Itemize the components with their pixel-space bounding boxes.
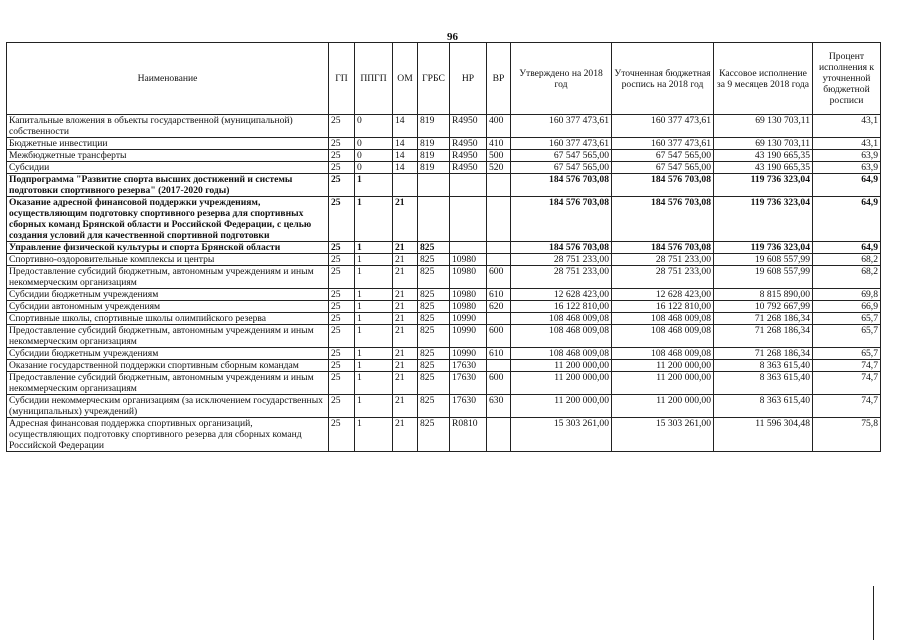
cell-name: Оказание адресной финансовой поддержки учреждениям, осуществляющим подготовку спортивного резерва для спортивных сборных команд Брянской области и Российской Федерации, с целью создания условий для качественной спортивной подготовки [7,197,329,242]
cell-name: Субсидии некоммерческим организациям (за исключением государственных (муниципальных) учреждений) [7,395,329,418]
cell-cash: 71 268 186,34 [714,313,813,325]
cell-percent: 74,7 [813,395,881,418]
cell-percent: 43,1 [813,115,881,138]
cell-gp: 25 [329,360,355,372]
cell-vr: 520 [487,162,511,174]
cell-vr: 610 [487,348,511,360]
cell-cash: 8 363 615,40 [714,360,813,372]
cell-ppgp: 1 [355,372,393,395]
table-row [7,138,881,150]
cell-vr: 620 [487,301,511,313]
header-name: Наименование [7,43,329,115]
cell-vr [487,313,511,325]
cell-om: 21 [393,418,418,452]
cell-cash: 11 596 304,48 [714,418,813,452]
cell-gp: 25 [329,395,355,418]
cell-grbs: 825 [418,325,450,348]
cell-om: 21 [393,289,418,301]
cell-percent: 63,9 [813,162,881,174]
cell-vr: 610 [487,289,511,301]
cell-np: R4950 [450,162,487,174]
cell-np: 17630 [450,372,487,395]
cell-vr [487,197,511,242]
cell-cash: 71 268 186,34 [714,325,813,348]
cell-name: Субсидии бюджетным учреждениям [7,289,329,301]
cell-percent: 63,9 [813,150,881,162]
cell-percent: 68,2 [813,266,881,289]
cell-refined: 12 628 423,00 [612,289,714,301]
header-om: ОМ [393,43,418,115]
cell-approved: 15 303 261,00 [511,418,612,452]
cell-om: 21 [393,313,418,325]
cell-refined: 184 576 703,08 [612,242,714,254]
cell-np: 10980 [450,266,487,289]
page-number: 96 [447,31,458,43]
cell-cash: 19 608 557,99 [714,266,813,289]
cell-ppgp: 1 [355,242,393,254]
cell-percent: 74,7 [813,360,881,372]
cell-cash: 69 130 703,11 [714,138,813,150]
cell-grbs: 825 [418,372,450,395]
cell-grbs: 825 [418,301,450,313]
cell-om: 14 [393,162,418,174]
cell-np [450,174,487,197]
cell-vr [487,174,511,197]
cell-vr [487,360,511,372]
header-approved: Утверждено на 2018 год [511,43,612,115]
cell-ppgp: 1 [355,174,393,197]
cell-name: Субсидии автономным учреждениям [7,301,329,313]
cell-om: 21 [393,197,418,242]
cell-vr: 500 [487,150,511,162]
header-refined: Уточненная бюджетная роспись на 2018 год [612,43,714,115]
cell-om [393,174,418,197]
cell-grbs: 825 [418,266,450,289]
cell-ppgp: 0 [355,162,393,174]
cell-percent: 43,1 [813,138,881,150]
cell-cash: 119 736 323,04 [714,174,813,197]
cell-grbs: 825 [418,348,450,360]
cell-percent: 64,9 [813,197,881,242]
cell-cash: 119 736 323,04 [714,242,813,254]
cell-refined: 67 547 565,00 [612,150,714,162]
cell-approved: 108 468 009,08 [511,313,612,325]
cell-np: 10980 [450,301,487,313]
table-row [7,348,881,360]
cell-percent: 64,9 [813,242,881,254]
table-row [7,254,881,266]
table-row [7,325,881,348]
cell-gp: 25 [329,266,355,289]
header-percent: Процент исполнения к уточненной бюджетной росписи [813,43,881,115]
cell-refined: 67 547 565,00 [612,162,714,174]
cell-np: 10980 [450,289,487,301]
cell-ppgp: 1 [355,418,393,452]
cell-approved: 160 377 473,61 [511,138,612,150]
cell-vr [487,242,511,254]
cell-approved: 11 200 000,00 [511,360,612,372]
cell-name: Субсидии бюджетным учреждениям [7,348,329,360]
cell-gp: 25 [329,138,355,150]
cell-name: Спортивные школы, спортивные школы олимпийского резерва [7,313,329,325]
cell-gp: 25 [329,150,355,162]
table-row [7,360,881,372]
cell-refined: 11 200 000,00 [612,360,714,372]
cell-approved: 184 576 703,08 [511,174,612,197]
cell-percent: 65,7 [813,348,881,360]
cell-vr [487,418,511,452]
cell-ppgp: 1 [355,348,393,360]
table-continuation-line [873,586,874,640]
cell-name: Спортивно-оздоровительные комплексы и центры [7,254,329,266]
cell-np: R4950 [450,138,487,150]
cell-gp: 25 [329,325,355,348]
cell-np: 10990 [450,325,487,348]
cell-cash: 8 363 615,40 [714,395,813,418]
cell-ppgp: 0 [355,115,393,138]
cell-np: 10990 [450,348,487,360]
cell-ppgp: 1 [355,266,393,289]
cell-vr: 600 [487,372,511,395]
cell-percent: 75,8 [813,418,881,452]
cell-refined: 11 200 000,00 [612,372,714,395]
table-row [7,174,881,197]
cell-om: 21 [393,254,418,266]
cell-np: R4950 [450,115,487,138]
cell-ppgp: 1 [355,360,393,372]
header-grbs: ГРБС [418,43,450,115]
cell-percent: 65,7 [813,325,881,348]
cell-grbs: 825 [418,418,450,452]
cell-om: 21 [393,372,418,395]
cell-om: 21 [393,325,418,348]
cell-grbs: 819 [418,115,450,138]
cell-name: Предоставление субсидий бюджетным, автономным учреждениям и иным некоммерческим организациям [7,266,329,289]
cell-approved: 108 468 009,08 [511,348,612,360]
table-row [7,266,881,289]
cell-refined: 184 576 703,08 [612,197,714,242]
cell-approved: 28 751 233,00 [511,266,612,289]
cell-cash: 8 815 890,00 [714,289,813,301]
cell-gp: 25 [329,289,355,301]
header-gp: ГП [329,43,355,115]
cell-refined: 28 751 233,00 [612,254,714,266]
cell-vr: 600 [487,325,511,348]
cell-approved: 16 122 810,00 [511,301,612,313]
cell-refined: 160 377 473,61 [612,115,714,138]
cell-gp: 25 [329,313,355,325]
table-row [7,372,881,395]
cell-ppgp: 0 [355,150,393,162]
cell-ppgp: 1 [355,301,393,313]
cell-percent: 68,2 [813,254,881,266]
cell-grbs: 825 [418,254,450,266]
table-body [7,115,881,452]
cell-np: R0810 [450,418,487,452]
cell-om: 14 [393,138,418,150]
cell-grbs [418,174,450,197]
table-row [7,301,881,313]
cell-refined: 16 122 810,00 [612,301,714,313]
cell-approved: 28 751 233,00 [511,254,612,266]
cell-name: Адресная финансовая поддержка спортивных организаций, осуществляющих подготовку спортивного резерва для сборных команд Российской Федерации [7,418,329,452]
cell-grbs: 825 [418,395,450,418]
cell-cash: 71 268 186,34 [714,348,813,360]
cell-percent: 66,9 [813,301,881,313]
cell-gp: 25 [329,174,355,197]
cell-percent: 74,7 [813,372,881,395]
budget-execution-table [6,42,881,452]
cell-om: 14 [393,150,418,162]
cell-vr: 630 [487,395,511,418]
cell-np [450,242,487,254]
cell-refined: 108 468 009,08 [612,348,714,360]
cell-approved: 67 547 565,00 [511,150,612,162]
cell-name: Субсидии [7,162,329,174]
cell-om: 21 [393,348,418,360]
cell-approved: 184 576 703,08 [511,242,612,254]
cell-approved: 67 547 565,00 [511,162,612,174]
cell-cash: 43 190 665,35 [714,150,813,162]
table-row [7,289,881,301]
cell-ppgp: 0 [355,138,393,150]
cell-approved: 11 200 000,00 [511,395,612,418]
cell-cash: 43 190 665,35 [714,162,813,174]
cell-name: Межбюджетные трансферты [7,150,329,162]
cell-name: Предоставление субсидий бюджетным, автономным учреждениям и иным некоммерческим организациям [7,325,329,348]
cell-vr: 600 [487,266,511,289]
cell-refined: 11 200 000,00 [612,395,714,418]
cell-grbs: 825 [418,242,450,254]
cell-vr: 400 [487,115,511,138]
table-row [7,162,881,174]
cell-approved: 160 377 473,61 [511,115,612,138]
cell-refined: 184 576 703,08 [612,174,714,197]
cell-grbs: 825 [418,289,450,301]
cell-grbs [418,197,450,242]
cell-cash: 119 736 323,04 [714,197,813,242]
cell-percent: 69,8 [813,289,881,301]
cell-percent: 64,9 [813,174,881,197]
cell-refined: 108 468 009,08 [612,325,714,348]
table-row [7,242,881,254]
cell-refined: 160 377 473,61 [612,138,714,150]
table-row [7,418,881,452]
table-row [7,115,881,138]
cell-np: R4950 [450,150,487,162]
cell-np: 10990 [450,313,487,325]
cell-gp: 25 [329,162,355,174]
cell-ppgp: 1 [355,325,393,348]
cell-np [450,197,487,242]
table-header-row [7,43,881,115]
cell-np: 17630 [450,360,487,372]
cell-approved: 11 200 000,00 [511,372,612,395]
cell-om: 21 [393,266,418,289]
cell-ppgp: 1 [355,289,393,301]
cell-name: Капитальные вложения в объекты государственной (муниципальной) собственности [7,115,329,138]
cell-ppgp: 1 [355,313,393,325]
cell-np: 17630 [450,395,487,418]
cell-grbs: 825 [418,360,450,372]
cell-ppgp: 1 [355,395,393,418]
cell-gp: 25 [329,242,355,254]
cell-approved: 184 576 703,08 [511,197,612,242]
cell-name: Бюджетные инвестиции [7,138,329,150]
cell-ppgp: 1 [355,254,393,266]
cell-refined: 15 303 261,00 [612,418,714,452]
cell-name: Управление физической культуры и спорта Брянской области [7,242,329,254]
cell-grbs: 819 [418,150,450,162]
cell-om: 21 [393,395,418,418]
cell-percent: 65,7 [813,313,881,325]
cell-vr [487,254,511,266]
cell-cash: 10 792 667,99 [714,301,813,313]
cell-gp: 25 [329,301,355,313]
cell-grbs: 819 [418,138,450,150]
cell-om: 14 [393,115,418,138]
table-row [7,197,881,242]
cell-approved: 108 468 009,08 [511,325,612,348]
table-row [7,150,881,162]
header-vr: ВР [487,43,511,115]
table-row [7,313,881,325]
table-row [7,395,881,418]
cell-name: Предоставление субсидий бюджетным, автономным учреждениям и иным некоммерческим организациям [7,372,329,395]
cell-gp: 25 [329,372,355,395]
cell-ppgp: 1 [355,197,393,242]
cell-np: 10980 [450,254,487,266]
cell-gp: 25 [329,254,355,266]
cell-cash: 69 130 703,11 [714,115,813,138]
cell-grbs: 825 [418,313,450,325]
cell-cash: 8 363 615,40 [714,372,813,395]
cell-gp: 25 [329,348,355,360]
cell-om: 21 [393,360,418,372]
cell-vr: 410 [487,138,511,150]
cell-grbs: 819 [418,162,450,174]
cell-refined: 108 468 009,08 [612,313,714,325]
cell-name: Оказание государственной поддержки спортивным сборным командам [7,360,329,372]
cell-refined: 28 751 233,00 [612,266,714,289]
header-np: НР [450,43,487,115]
cell-gp: 25 [329,115,355,138]
cell-gp: 25 [329,418,355,452]
cell-name: Подпрограмма "Развитие спорта высших достижений и системы подготовки спортивного резерва" (2017-2020 годы) [7,174,329,197]
header-cash: Кассовое исполнение за 9 месяцев 2018 года [714,43,813,115]
cell-approved: 12 628 423,00 [511,289,612,301]
header-ppgp: ППГП [355,43,393,115]
cell-om: 21 [393,301,418,313]
cell-om: 21 [393,242,418,254]
cell-gp: 25 [329,197,355,242]
cell-cash: 19 608 557,99 [714,254,813,266]
